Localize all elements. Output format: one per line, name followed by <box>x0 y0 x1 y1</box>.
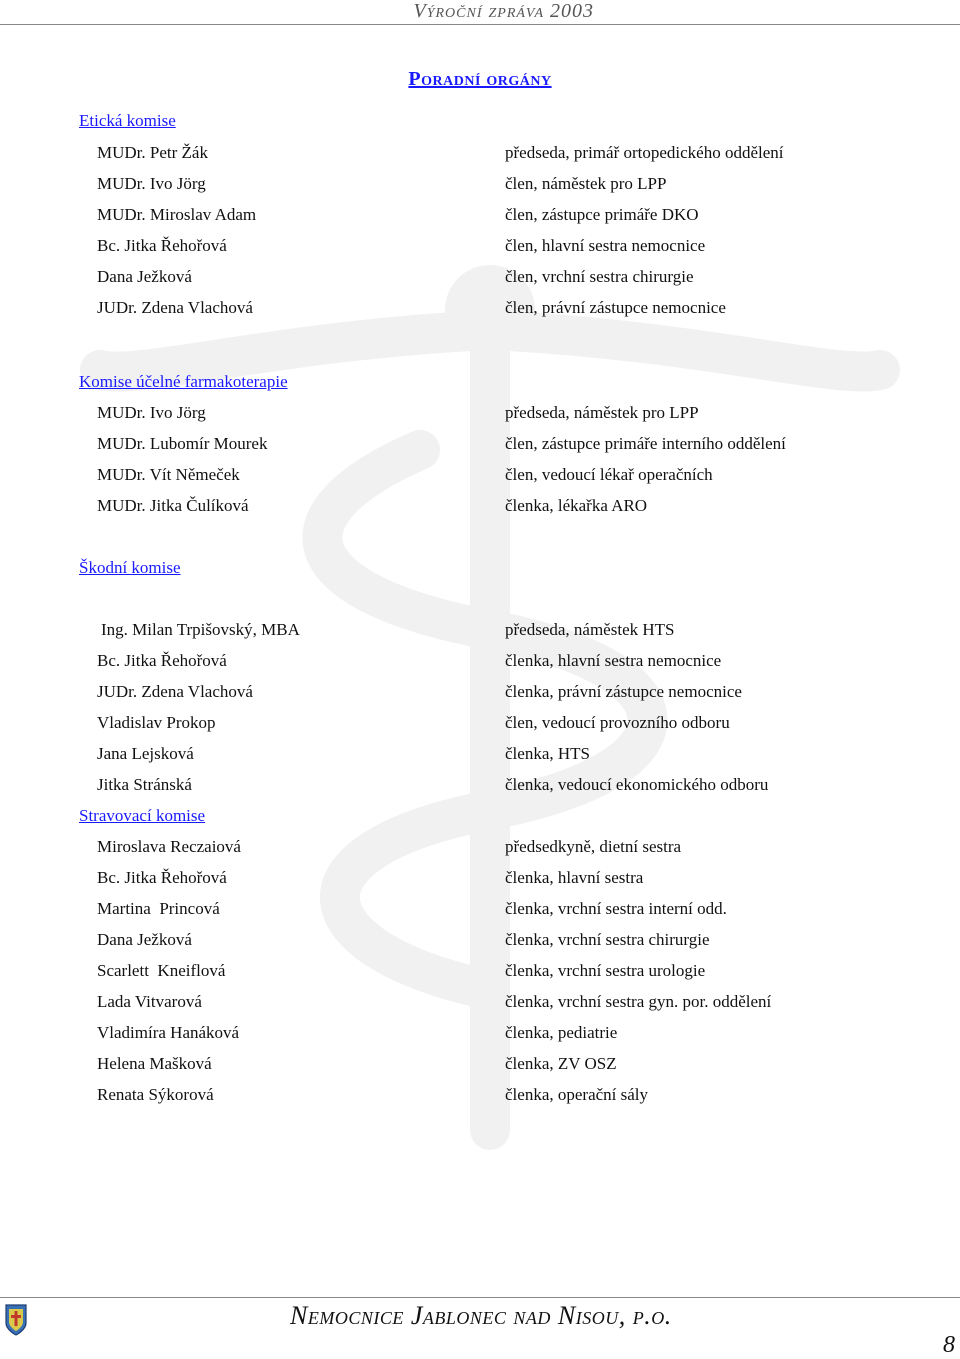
member-role: člen, vedoucí lékař operačních <box>505 465 713 484</box>
page-title: Poradní orgány <box>408 68 552 90</box>
member-row <box>0 744 960 775</box>
member-role: členka, operační sály <box>505 1085 649 1104</box>
footer-divider <box>0 1297 960 1298</box>
member-name: JUDr. Zdena Vlachová <box>97 298 253 317</box>
member-row <box>0 1023 960 1054</box>
section-title-komise-farmakoterapie: Komise účelné farmakoterapie <box>79 372 288 391</box>
member-role: členka, lékařka ARO <box>505 496 648 515</box>
member-name: Bc. Jitka Řehořová <box>97 236 227 255</box>
member-role: člen, právní zástupce nemocnice <box>505 298 726 317</box>
member-name: Vladimíra Hanáková <box>97 1023 240 1042</box>
member-role: člen, hlavní sestra nemocnice <box>505 236 706 255</box>
member-name: MUDr. Ivo Jörg <box>97 174 206 193</box>
member-name: Helena Mašková <box>97 1054 212 1073</box>
member-row <box>0 868 960 899</box>
member-role: člen, zástupce primáře DKO <box>505 205 699 224</box>
member-name: Dana Ježková <box>97 930 192 949</box>
member-name: Dana Ježková <box>97 267 192 286</box>
member-row <box>0 434 960 465</box>
member-name: Renata Sýkorová <box>97 1085 214 1104</box>
member-row <box>0 267 960 298</box>
member-row <box>0 403 960 434</box>
member-name: MUDr. Vít Němeček <box>97 465 240 484</box>
member-row <box>0 174 960 205</box>
member-row <box>0 496 960 527</box>
member-row <box>0 205 960 236</box>
member-name: Bc. Jitka Řehořová <box>97 868 227 887</box>
member-role: člen, zástupce primáře interního oddělení <box>505 434 786 453</box>
section-title-eticka-komise: Etická komise <box>79 111 176 130</box>
member-name: Bc. Jitka Řehořová <box>97 651 227 670</box>
member-row <box>0 899 960 930</box>
member-name: Ing. Milan Trpišovský, MBA <box>101 620 300 639</box>
member-role: člen, vrchní sestra chirurgie <box>505 267 694 286</box>
member-role: členka, právní zástupce nemocnice <box>505 682 742 701</box>
member-role: členka, HTS <box>505 744 590 763</box>
member-name: MUDr. Miroslav Adam <box>97 205 257 224</box>
member-role: předseda, primář ortopedického oddělení <box>505 143 784 162</box>
member-role: členka, vedoucí ekonomického odboru <box>505 775 769 794</box>
member-name: Jana Lejsková <box>97 744 194 763</box>
member-name: Lada Vitvarová <box>97 992 202 1011</box>
page-number: 8 <box>943 1332 955 1358</box>
member-role: členka, vrchní sestra gyn. por. oddělení <box>505 992 772 1011</box>
member-name: Jitka Stránská <box>97 775 192 794</box>
member-row <box>0 1085 960 1116</box>
member-name: MUDr. Ivo Jörg <box>97 403 206 422</box>
member-name: Scarlett Kneiflová <box>97 961 226 980</box>
member-role: členka, vrchní sestra urologie <box>505 961 706 980</box>
member-role: člen, náměstek pro LPP <box>505 174 667 193</box>
member-row <box>0 775 960 806</box>
member-row <box>0 465 960 496</box>
header-divider <box>0 24 960 25</box>
member-row <box>0 682 960 713</box>
section-title-skodni-komise: Škodní komise <box>79 558 181 577</box>
member-role: členka, pediatrie <box>505 1023 618 1042</box>
member-role: členka, hlavní sestra nemocnice <box>505 651 722 670</box>
member-row <box>0 1054 960 1085</box>
member-name: JUDr. Zdena Vlachová <box>97 682 253 701</box>
member-role: členka, vrchní sestra interní odd. <box>505 899 727 918</box>
member-row <box>0 930 960 961</box>
member-row <box>0 651 960 682</box>
member-role: členka, ZV OSZ <box>505 1054 617 1073</box>
hospital-crest-icon <box>4 1303 28 1337</box>
member-row <box>0 298 960 329</box>
member-row <box>0 961 960 992</box>
member-row <box>0 143 960 174</box>
member-row <box>0 992 960 1023</box>
member-role: předseda, náměstek HTS <box>505 620 675 639</box>
member-name: Miroslava Reczaiová <box>97 837 241 856</box>
member-name: MUDr. Petr Žák <box>97 143 208 162</box>
member-row <box>0 713 960 744</box>
member-row <box>0 620 960 651</box>
member-role: člen, vedoucí provozního odboru <box>505 713 730 732</box>
member-role: předseda, náměstek pro LPP <box>505 403 699 422</box>
member-name: Vladislav Prokop <box>97 713 216 732</box>
member-row <box>0 837 960 868</box>
member-role: předsedkyně, dietní sestra <box>505 837 682 856</box>
report-header-title: Výroční zpráva 2003 <box>413 0 594 22</box>
member-role: členka, vrchní sestra chirurgie <box>505 930 710 949</box>
section-title-stravovaci-komise: Stravovací komise <box>79 806 206 825</box>
member-name: Martina Princová <box>97 899 220 918</box>
member-name: MUDr. Jitka Čulíková <box>97 496 249 515</box>
member-row <box>0 236 960 267</box>
member-role: členka, hlavní sestra <box>505 868 644 887</box>
footer-hospital-name: Nemocnice Jablonec nad Nisou, p.o. <box>290 1301 672 1330</box>
member-name: MUDr. Lubomír Mourek <box>97 434 268 453</box>
